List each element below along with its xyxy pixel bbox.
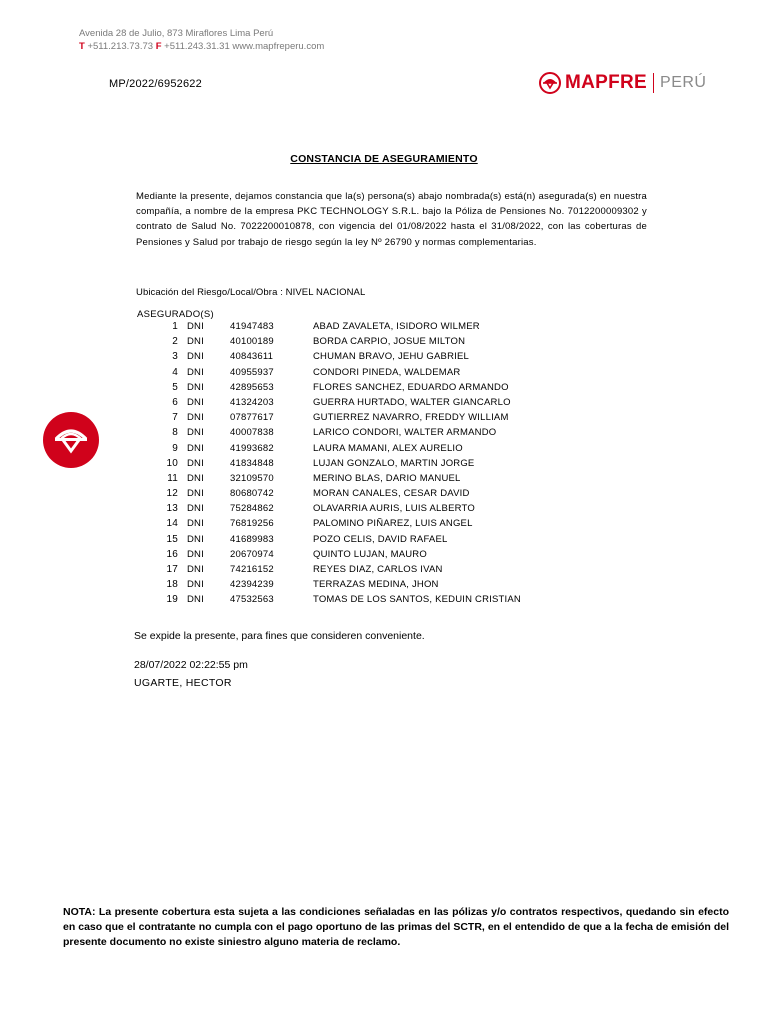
fax-label: F [155,41,162,52]
document-number: 74216152 [230,564,274,575]
document-number: 41324203 [230,396,274,408]
insured-name: TOMAS DE LOS SANTOS, KEDUIN CRISTIAN [313,594,521,606]
phone-label: T [79,41,85,52]
document-number: 40007838 [230,427,274,439]
insured-name: POZO CELIS, DAVID RAFAEL [313,533,448,545]
document-number: 40100189 [230,336,274,348]
document-number: 41947483 [230,321,274,332]
insured-name: MORAN CANALES, CESAR DAVID [313,488,470,500]
document-type: DNI [187,564,204,575]
insured-name: PALOMINO PIÑAREZ, LUIS ANGEL [313,518,473,530]
insured-name: QUINTO LUJAN, MAURO [313,548,427,560]
row-number: 1 [172,321,178,332]
list-item [0,319,768,334]
document-number: 42895653 [230,381,274,393]
row-number: 9 [172,442,178,454]
insured-name: CONDORI PINEDA, WALDEMAR [313,366,461,378]
document-number: 41834848 [230,457,274,469]
document-type: DNI [187,396,204,408]
document-number: 76819256 [230,518,274,530]
document-number: 42394239 [230,579,274,591]
row-number: 6 [172,396,178,408]
document-type: DNI [187,457,204,469]
row-number: 5 [172,381,178,393]
list-item [0,334,768,349]
list-item [0,349,768,364]
insured-name: REYES DIAZ, CARLOS IVAN [313,564,443,575]
insured-name: TERRAZAS MEDINA, JHON [313,579,439,591]
intro-paragraph: Mediante la presente, dejamos constancia que la(s) persona(s) abajo nombrada(s) está(n) asegurada(s) en nuestra compañía, a nombre de la empresa PKC TECHNOLOGY S.R.L. bajo la Póliza de Pensiones No. 7012200009302 y contrato de Salud No. 7022200010878, con vigencia del 01/08/2022 hasta el 31/08/2022, con las coberturas de Pensiones y Salud por trabajo de riesgo según la ley Nº 26790 y normas complementarias. [136,191,647,248]
phone-number: +511.213.73.73 [87,41,154,52]
insured-list [0,319,768,608]
list-item [0,380,768,395]
document-number: 41993682 [230,442,274,454]
insured-name: OLAVARRIA AURIS, LUIS ALBERTO [313,503,475,515]
row-number: 15 [166,533,178,545]
signer-name: UGARTE, HECTOR [134,677,232,689]
document-type: DNI [187,594,204,606]
company-website: www.mapfreperu.com [232,41,325,52]
legal-note: NOTA: La presente cobertura esta sujeta a las condiciones señaladas en las pólizas y/o contratos respectivos, quedando sin efecto en caso que el contratante no cumpla con el pago oportuno de las primas del SCTR, en el entendido de que a la fecha de emisión del presente documento no existe siniestro alguno materia de reclamo. [63,906,729,948]
document-type: DNI [187,381,204,393]
document-type: DNI [187,548,204,560]
document-type: DNI [187,488,204,500]
logo-brand-text: MAPFRE [565,72,648,93]
document-number: 40955937 [230,366,274,378]
list-item [0,577,768,592]
row-number: 7 [172,412,178,424]
insured-name: BORDA CARPIO, JOSUE MILTON [313,336,466,348]
insured-header: ASEGURADO(S) [137,309,214,320]
company-contact [79,40,324,53]
list-item [0,365,768,380]
document-number: 40843611 [230,351,274,363]
list-item [0,547,768,562]
list-item [0,410,768,425]
document-type: DNI [187,442,204,454]
document-number: 32109570 [230,472,274,484]
list-item [0,532,768,547]
document-type: DNI [187,412,204,424]
company-address-block [79,27,324,53]
document-number: 47532563 [230,594,274,606]
document-type: DNI [187,427,204,439]
document-type: DNI [187,366,204,378]
issue-datetime: 28/07/2022 02:22:55 pm [134,659,248,671]
document-type: DNI [187,321,204,332]
insured-name: LAURA MAMANI, ALEX AURELIO [313,442,463,454]
logo-divider [653,73,654,93]
closing-statement: Se expide la presente, para fines que consideren conveniente. [134,630,425,642]
document-number: 20670974 [230,548,274,560]
mapfre-logo [539,70,706,96]
document-title: CONSTANCIA DE ASEGURAMIENTO [290,153,478,165]
row-number: 2 [172,336,178,348]
insured-name: CHUMAN BRAVO, JEHU GABRIEL [313,351,469,363]
insured-name: LUJAN GONZALO, MARTIN JORGE [313,457,475,469]
list-item [0,486,768,501]
row-number: 8 [172,427,178,439]
row-number: 11 [167,472,178,484]
list-item [0,471,768,486]
list-item [0,395,768,410]
insured-name: LARICO CONDORI, WALTER ARMANDO [313,427,497,439]
document-type: DNI [187,533,204,545]
document-type: DNI [187,503,204,515]
mapfre-emblem-icon [539,72,561,94]
row-number: 4 [172,366,178,378]
document-type: DNI [187,351,204,363]
insured-name: FLORES SANCHEZ, EDUARDO ARMANDO [313,381,509,393]
document-type: DNI [187,472,204,484]
document-type: DNI [187,579,204,591]
fax-number: +511.243.31.31 [164,41,230,52]
row-number: 14 [166,518,178,530]
company-address: Avenida 28 de Julio, 873 Miraflores Lima Perú [79,28,274,39]
list-item [0,501,768,516]
row-number: 10 [166,457,178,469]
list-item [0,441,768,456]
document-number: 80680742 [230,488,274,500]
list-item [0,516,768,531]
risk-location: Ubicación del Riesgo/Local/Obra : NIVEL NACIONAL [136,287,366,298]
document-number: 75284862 [230,503,274,515]
list-item [0,562,768,577]
insured-name: MERINO BLAS, DARIO MANUEL [313,472,461,484]
document-type: DNI [187,336,204,348]
row-number: 19 [166,594,178,606]
document-reference: MP/2022/6952622 [109,78,202,90]
document-type: DNI [187,518,204,530]
row-number: 3 [172,351,178,363]
row-number: 12 [166,488,178,500]
row-number: 18 [166,579,178,591]
list-item [0,592,768,607]
list-item [0,425,768,440]
document-number: 41689983 [230,533,274,545]
logo-country-text: PERÚ [660,74,707,91]
row-number: 16 [166,548,178,560]
insured-name: ABAD ZAVALETA, ISIDORO WILMER [313,321,480,332]
row-number: 13 [166,503,178,515]
insured-name: GUTIERREZ NAVARRO, FREDDY WILLIAM [313,412,509,424]
insured-name: GUERRA HURTADO, WALTER GIANCARLO [313,396,511,408]
row-number: 17 [166,564,178,575]
list-item [0,456,768,471]
document-number: 07877617 [230,412,274,424]
